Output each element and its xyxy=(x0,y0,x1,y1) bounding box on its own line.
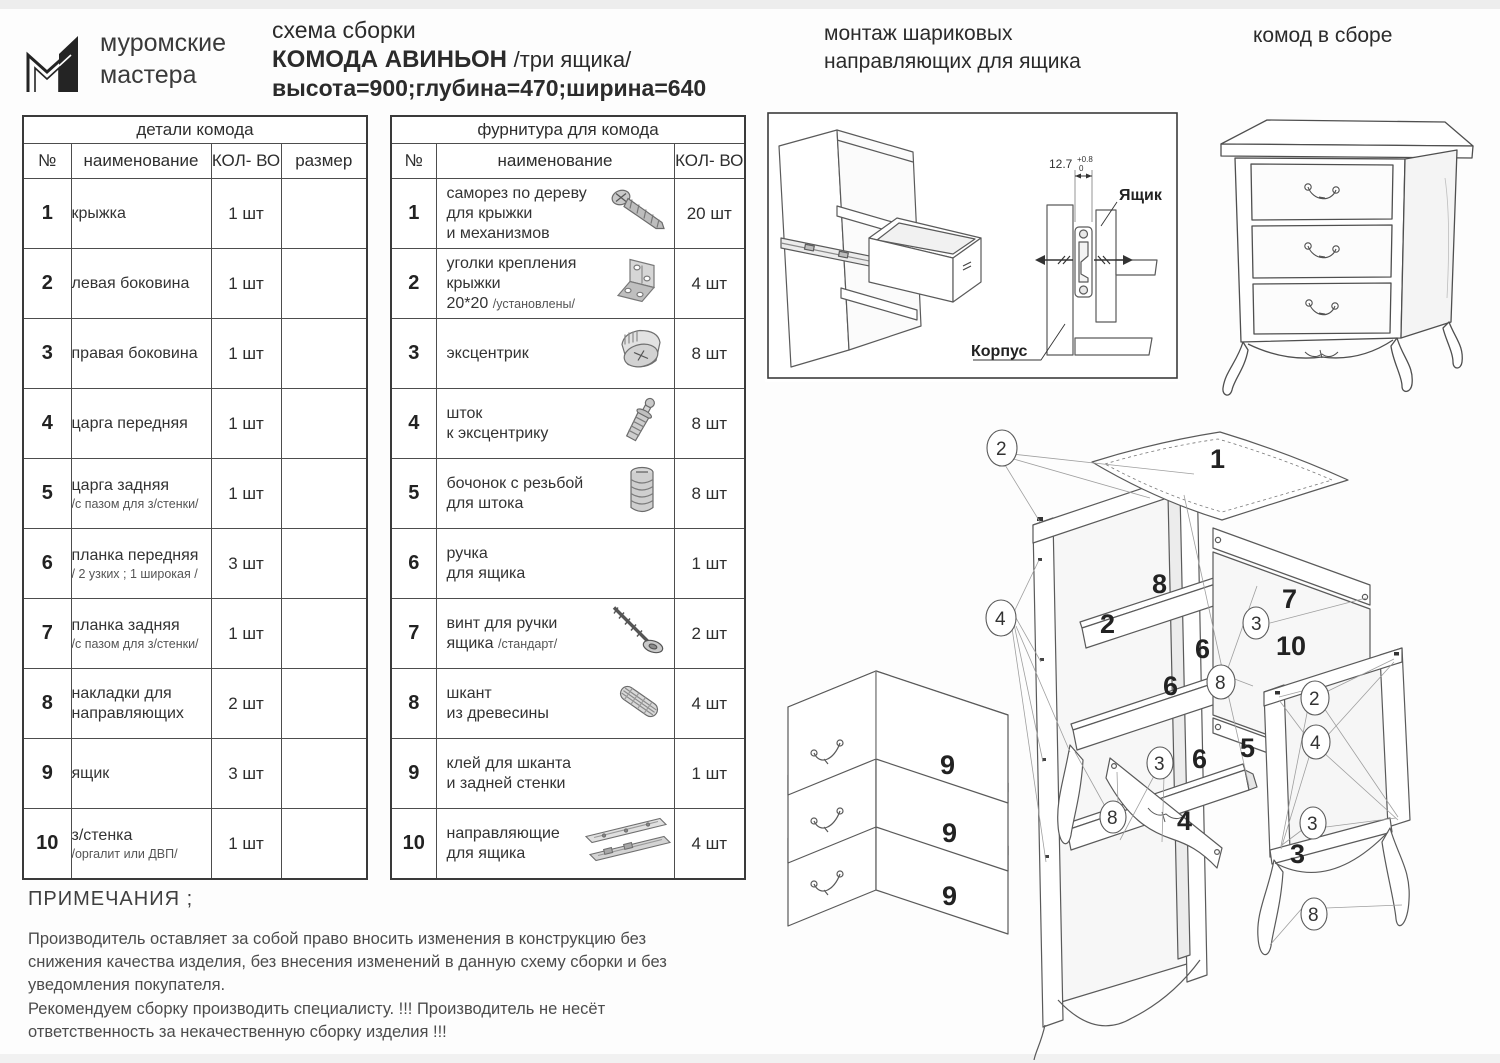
parts-table xyxy=(22,115,368,880)
callout-3-topright: 3 xyxy=(1251,614,1262,635)
hardware-icon-slot xyxy=(602,601,672,666)
part-label-3: 3 xyxy=(1290,839,1306,869)
title-dimensions: высота=900;глубина=470;ширина=640 xyxy=(272,75,707,101)
hardware-table-row: 4 шток к эксцентрику 8 шт xyxy=(391,389,745,459)
hardware-name: шток xyxy=(446,404,483,422)
hardware-qty: 20 шт xyxy=(686,203,732,223)
barrel-nut-icon xyxy=(612,461,672,521)
hardware-icon-slot xyxy=(606,253,672,314)
hardware-name: бочонок с резьбой xyxy=(446,474,584,492)
part-number: 4 xyxy=(41,412,53,434)
part-label-4: 4 xyxy=(1177,806,1193,836)
part-number: 3 xyxy=(41,342,53,364)
parts-table-row xyxy=(23,669,367,739)
hardware-icon-slot xyxy=(604,322,672,385)
callout-8-rightbottom: 8 xyxy=(1308,905,1319,926)
hardware-table-title: фурнитура для комода xyxy=(391,116,745,144)
part-qty: 3 шт xyxy=(228,763,264,783)
part-name-note: / 2 узких ; 1 широкая / xyxy=(71,566,198,581)
left-side-panel xyxy=(1033,469,1207,1060)
callout-8-middle: 8 xyxy=(1215,673,1226,694)
part-label-1: 1 xyxy=(1210,444,1226,474)
hw-col-num: № xyxy=(391,144,436,179)
part-qty: 2 шт xyxy=(228,693,264,713)
hardware-name: шкант xyxy=(446,684,492,702)
hardware-number: 10 xyxy=(402,832,425,854)
part-number: 6 xyxy=(41,552,53,574)
hardware-name: клей для шканта xyxy=(446,754,572,772)
hardware-table-row: 5 бочонок с резьбой для штока 8 шт xyxy=(391,459,745,529)
part-label-5: 5 xyxy=(1240,733,1256,763)
hardware-icon-slot xyxy=(580,810,672,877)
part-qty: 1 шт xyxy=(228,483,264,503)
part-qty: 1 шт xyxy=(228,343,264,363)
drawer-slides-icon xyxy=(580,810,672,872)
part-label-7: 7 xyxy=(1282,584,1298,614)
hardware-qty: 1 шт xyxy=(691,553,728,573)
slide-heading-line2: направляющих для ящика xyxy=(824,50,1081,73)
notes-title: ПРИМЕЧАНИЯ ; xyxy=(28,888,194,910)
part-name: з/стенка xyxy=(71,826,133,844)
brand-line1: муромские xyxy=(100,29,226,57)
handle-screw-icon xyxy=(602,601,672,661)
hardware-number: 5 xyxy=(408,482,420,504)
hardware-table-row: 2 уголки крепления крыжки 20*20 /установлены/ 4 шт xyxy=(391,249,745,319)
part-label-6c: 6 xyxy=(1192,744,1208,774)
notes-paragraph-1: Производитель оставляет за собой право вносить изменения в конструкцию без снижения качества изделия, без внесения изменений в данную схему сборки и без уведомления покупателя. xyxy=(28,930,667,994)
hardware-table-row: 6 ручка для ящика 1 шт xyxy=(391,529,745,599)
parts-table-title: детали комода xyxy=(23,116,367,144)
part-name: ящик xyxy=(71,764,110,782)
parts-table-row xyxy=(23,739,367,809)
hardware-qty: 1 шт xyxy=(691,763,728,783)
hardware-qty: 8 шт xyxy=(691,483,728,503)
hardware-qty: 4 шт xyxy=(691,273,728,293)
slide-dimension-value: 12.7 xyxy=(1049,157,1073,171)
brand-logo-mm-icon xyxy=(22,22,94,98)
part-qty: 1 шт xyxy=(228,833,264,853)
part-name: правая боковина xyxy=(71,344,198,362)
hardware-icon-slot xyxy=(612,461,672,526)
hardware-name: уголки крепления xyxy=(446,254,577,272)
hardware-name: направляющие xyxy=(446,824,560,842)
hardware-qty: 4 шт xyxy=(691,833,728,853)
part-name: планка задняя xyxy=(71,616,180,634)
drawer-label-9b: 9 xyxy=(942,818,958,848)
title-line1: схема сборки xyxy=(272,17,416,43)
hardware-icon-slot xyxy=(606,673,672,734)
notes-paragraph-2: Рекомендуем сборку производить специалисту. !!! Производитель не несёт ответственность за некачественную сборку изделия !!! xyxy=(28,1000,606,1041)
hardware-name: эксцентрик xyxy=(446,344,529,362)
part-name-note: /оргалит или ДВП/ xyxy=(71,846,178,861)
slide-label-drawer: Ящик xyxy=(1119,187,1162,204)
title-variant: /три ящика/ xyxy=(513,47,632,72)
part-label-2: 2 xyxy=(1100,609,1116,639)
part-label-10: 10 xyxy=(1276,631,1307,661)
hardware-number: 3 xyxy=(408,342,420,364)
hardware-table-row: 1 саморез по дереву для крыжки и механизмов 20 шт xyxy=(391,179,745,249)
slide-label-body: Корпус xyxy=(971,343,1028,360)
hardware-icon-slot xyxy=(606,184,672,243)
parts-col-name: наименование xyxy=(71,144,211,179)
slide-mounting-diagram xyxy=(765,110,1180,382)
part-label-8: 8 xyxy=(1152,569,1168,599)
parts-table-row xyxy=(23,319,367,389)
hardware-table xyxy=(390,115,746,880)
part-qty: 1 шт xyxy=(228,623,264,643)
hw-col-name: наименование xyxy=(436,144,674,179)
part-name: левая боковина xyxy=(71,274,190,292)
part-number: 5 xyxy=(41,482,53,504)
hardware-number: 4 xyxy=(408,412,420,434)
page-top-strip xyxy=(0,0,1500,9)
callout-8-bottomleft: 8 xyxy=(1107,808,1118,829)
brand-name xyxy=(100,27,226,91)
document-title xyxy=(272,16,706,103)
cam-bolt-icon xyxy=(608,392,672,450)
parts-col-qty: КОЛ- ВО xyxy=(211,144,281,179)
callout-4-right: 4 xyxy=(1310,733,1321,754)
parts-table-row xyxy=(23,389,367,459)
title-line2 xyxy=(272,45,706,74)
callout-2-left: 2 xyxy=(996,439,1007,460)
part-number: 7 xyxy=(41,622,53,644)
wood-dowel-icon xyxy=(606,673,672,729)
part-label-6b: 6 xyxy=(1163,671,1179,701)
hardware-icon-slot xyxy=(608,392,672,455)
part-qty: 3 шт xyxy=(228,553,264,573)
callout-2-right: 2 xyxy=(1309,689,1320,710)
parts-table-row xyxy=(23,249,367,319)
slide-section-heading xyxy=(824,20,1081,76)
parts-table-row xyxy=(23,809,367,880)
hardware-table-row xyxy=(391,319,745,389)
hardware-name: ручка xyxy=(446,544,488,562)
hardware-qty: 8 шт xyxy=(691,413,728,433)
hardware-name: саморез по дереву xyxy=(446,184,587,202)
part-label-6a: 6 xyxy=(1195,634,1211,664)
corner-bracket-icon xyxy=(606,253,672,309)
hardware-table-row: 8 шкант из древесины 4 шт xyxy=(391,669,745,739)
part-number: 8 xyxy=(41,692,53,714)
slide-heading-line1: монтаж шариковых xyxy=(824,22,1013,45)
hardware-table-row: 10 направляющие для ящика 4 шт xyxy=(391,809,745,880)
slide-dimension-tol-lower: 0 xyxy=(1079,164,1084,173)
drawer-label-9a: 9 xyxy=(940,750,956,780)
part-name: накладки для направляющих xyxy=(71,684,184,722)
hardware-number: 1 xyxy=(408,202,420,224)
assembled-section-heading: комод в сборе xyxy=(1253,24,1393,47)
hardware-number: 9 xyxy=(408,762,420,784)
parts-col-num: № xyxy=(23,144,71,179)
hardware-number: 6 xyxy=(408,552,420,574)
title-product: КОМОДА АВИНЬОН xyxy=(272,46,507,73)
parts-table-row xyxy=(23,459,367,529)
part-name: царга задняя xyxy=(71,476,170,494)
part-number: 10 xyxy=(36,832,59,854)
part-qty: 1 шт xyxy=(228,203,264,223)
part-number: 1 xyxy=(41,202,53,224)
exploded-assembly-diagram xyxy=(770,400,1500,1060)
part-qty: 1 шт xyxy=(228,413,264,433)
callout-4-left: 4 xyxy=(995,609,1006,630)
hardware-number: 2 xyxy=(408,272,420,294)
part-number: 9 xyxy=(41,762,53,784)
brand-line2: мастера xyxy=(100,61,197,89)
parts-table-row xyxy=(23,179,367,249)
parts-col-size: размер xyxy=(281,144,367,179)
callout-3-midbottom: 3 xyxy=(1154,754,1165,775)
hardware-table-row: 9 клей для шканта и задней стенки 1 шт xyxy=(391,739,745,809)
slide-dimension-tol-upper: +0.8 xyxy=(1077,155,1093,164)
hw-col-qty: КОЛ- ВО xyxy=(674,144,745,179)
cam-lock-icon xyxy=(604,322,672,380)
hardware-qty: 8 шт xyxy=(691,343,728,363)
hardware-qty: 2 шт xyxy=(691,623,728,643)
hardware-name: винт для ручки xyxy=(446,614,558,632)
part-name: царга передняя xyxy=(71,414,188,432)
part-name: планка передняя xyxy=(71,546,199,564)
part-name-note: /с пазом для з/стенки/ xyxy=(71,496,199,511)
part-name: крыжка xyxy=(71,204,126,222)
callout-3-rightbottom: 3 xyxy=(1307,814,1318,835)
hardware-number: 8 xyxy=(408,692,420,714)
part-qty: 1 шт xyxy=(228,273,264,293)
part-name-note: /с пазом для з/стенки/ xyxy=(71,636,199,651)
hardware-qty: 4 шт xyxy=(691,693,728,713)
part-number: 2 xyxy=(41,272,53,294)
parts-table-row xyxy=(23,599,367,669)
drawer-label-9c: 9 xyxy=(942,881,958,911)
hardware-number: 7 xyxy=(408,622,420,644)
assembled-chest-drawing xyxy=(1205,100,1495,400)
hardware-table-row: 7 винт для ручки ящика /стандарт/ 2 шт xyxy=(391,599,745,669)
parts-table-row xyxy=(23,529,367,599)
wood-screw-icon xyxy=(606,184,672,238)
